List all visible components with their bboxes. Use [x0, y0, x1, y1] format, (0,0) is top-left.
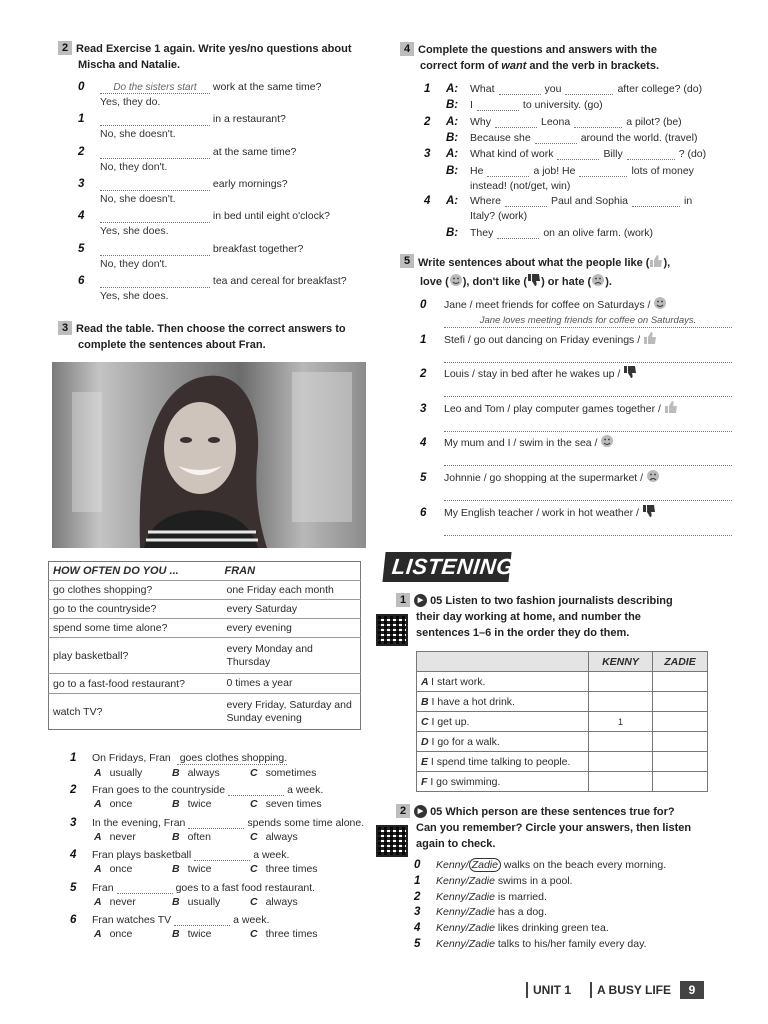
table-header-fran: FRAN — [224, 565, 256, 577]
answer-blank[interactable] — [499, 83, 541, 95]
row-letter: E — [421, 755, 431, 768]
item-number: 4 — [414, 922, 421, 935]
dialogue-line: B: They on an olive farm. (work) — [446, 227, 654, 239]
answer-blank[interactable] — [117, 882, 173, 894]
column-kenny: KENNY — [589, 652, 653, 672]
exercise-number: 2 — [396, 804, 410, 818]
short-answer: No, she doesn't. — [100, 192, 176, 205]
sentence-end: a week. — [253, 849, 290, 862]
prompt-text: Louis / stay in bed after he wakes up / — [444, 368, 624, 381]
frequency-cell: every evening — [221, 619, 361, 638]
option-c[interactable]: C three times — [250, 863, 318, 876]
answer-blank[interactable] — [100, 114, 210, 126]
choice-kenny[interactable]: Kenny/ — [436, 890, 469, 903]
option-b[interactable]: B often — [172, 830, 211, 843]
exercise-3-instructions: 3 Read the table. Then choose the correct answers to complete the sentences about Fran. — [58, 321, 368, 353]
option-a[interactable]: A once — [94, 928, 133, 940]
multiple-choice-item — [70, 784, 370, 810]
answer-options — [70, 928, 370, 940]
speaker-label: A: — [446, 83, 459, 95]
answer-line[interactable] — [444, 523, 732, 536]
kenny-cell[interactable] — [589, 732, 653, 752]
footer-title: A BUSY LIFE — [590, 982, 671, 998]
dialogue-line: B: I to university. (go) — [446, 99, 603, 111]
statement-text: has a dog. — [494, 906, 547, 919]
prompt-text: My English teacher / work in hot weather / — [444, 506, 642, 519]
circle-choice-item — [414, 859, 724, 871]
activity-cell: spend some time alone? — [49, 619, 221, 638]
question-ending: early mornings? — [210, 177, 288, 190]
frequency-cell: every Friday, Saturday and Sunday evening — [221, 694, 361, 730]
sentence-item — [420, 365, 720, 397]
option-c[interactable]: C sometimes — [250, 767, 317, 779]
audio-track-icon[interactable]: ▶ — [414, 805, 427, 818]
column-zadie: ZADIE — [652, 652, 707, 672]
answer-blank[interactable] — [100, 179, 210, 191]
item-number: 3 — [78, 177, 85, 190]
option-c[interactable]: C always — [250, 895, 298, 908]
choice-zadie[interactable]: Zadie — [468, 938, 495, 950]
question-ending: breakfast together? — [210, 242, 304, 255]
item-number: 3 — [70, 816, 77, 829]
answer-blank[interactable] — [228, 784, 284, 796]
table-row — [49, 674, 361, 694]
answer-line[interactable]: Jane loves meeting friends for coffee on Saturdays. — [444, 315, 732, 328]
circle-choice-item — [414, 938, 724, 950]
fran-frequency-table — [48, 561, 361, 730]
option-b[interactable]: B twice — [172, 798, 212, 811]
kenny-zadie-table — [416, 651, 708, 792]
kenny-cell[interactable] — [589, 672, 653, 692]
short-answer: No, they don't. — [100, 257, 168, 270]
zadie-cell[interactable] — [652, 772, 707, 792]
option-b[interactable]: B twice — [172, 863, 212, 876]
item-number: 5 — [70, 881, 77, 894]
table-row — [417, 732, 708, 752]
sentence-start: On Fridays, Fran — [92, 752, 171, 764]
love-icon — [449, 273, 463, 292]
choice-zadie[interactable]: Zadie — [469, 858, 501, 872]
multiple-choice-item — [70, 752, 370, 779]
choice-zadie[interactable]: Zadie — [468, 906, 495, 919]
item-number: 3 — [420, 402, 427, 415]
audio-track-icon[interactable]: ▶ — [414, 594, 427, 607]
row-letter: F — [421, 775, 431, 788]
row-letter: C — [421, 715, 432, 728]
prompt-text: My mum and I / swim in the sea / — [444, 437, 601, 450]
zadie-cell[interactable] — [652, 692, 707, 712]
question-ending: at the same time? — [210, 145, 297, 158]
question-item — [78, 177, 368, 205]
choice-kenny[interactable]: Kenny/ — [436, 938, 469, 950]
answer-blank[interactable]: Do the sisters start — [100, 82, 210, 94]
table-row — [49, 600, 361, 619]
answer-blank[interactable] — [627, 148, 675, 160]
activity-cell: watch TV? — [49, 694, 221, 730]
sentence-start: In the evening, Fran — [92, 816, 186, 829]
item-number: 1 — [420, 333, 427, 346]
item-number: 5 — [78, 242, 85, 255]
hate-icon — [591, 273, 605, 292]
zadie-cell[interactable] — [652, 712, 707, 732]
item-number: 3 — [424, 148, 431, 160]
sentence-end: goes to a fast food restaurant. — [175, 881, 316, 894]
exercise-number: 5 — [400, 254, 414, 268]
option-b[interactable]: B twice — [172, 928, 212, 940]
answer-blank[interactable] — [557, 148, 599, 160]
choice-zadie[interactable]: Zadie — [468, 922, 495, 935]
item-number: 2 — [414, 890, 421, 903]
question-ending: in bed until eight o'clock? — [210, 210, 330, 223]
dislike-icon — [623, 365, 637, 382]
item-number: 2 — [424, 116, 431, 128]
exercise-4-instructions: 4 Complete the questions and answers with the correct form of want and the verb in brackets. — [400, 42, 720, 74]
prompt-text: Leo and Tom / play computer games together / — [444, 402, 664, 415]
table-row — [49, 694, 361, 730]
question-item — [78, 274, 368, 302]
sentence-cell: D I go for a walk. — [417, 732, 589, 752]
dialogue-line: 2 A: Why Leona a pilot? (be) — [424, 116, 682, 128]
activity-cell: go clothes shopping? — [49, 581, 221, 600]
footer-unit: UNIT 1 — [526, 982, 571, 998]
question-item — [78, 112, 368, 140]
choice-kenny[interactable]: Kenny/ — [436, 874, 469, 887]
sentence-end: a week. — [233, 914, 270, 926]
table-row — [417, 672, 708, 692]
answer-blank[interactable] — [535, 132, 577, 144]
prompt-text: Stefi / go out dancing on Friday evenings / — [444, 333, 644, 346]
sentence-cell: E I spend time talking to people. — [417, 752, 589, 772]
table-row — [417, 712, 708, 732]
kenny-cell[interactable] — [589, 692, 653, 712]
sentence-cell: A I start work. — [417, 672, 589, 692]
sentence-item — [420, 400, 720, 432]
zadie-cell[interactable] — [652, 672, 707, 692]
dialogue-line: instead! (not/get, win) — [470, 180, 571, 192]
like-icon — [664, 400, 678, 417]
sentence-item — [420, 296, 720, 328]
item-number: 1 — [424, 83, 431, 95]
answer-blank[interactable] — [495, 116, 537, 128]
answer-blank[interactable] — [487, 165, 529, 177]
question-item — [78, 242, 368, 270]
prompt-text: Johnnie / go shopping at the supermarket / — [444, 472, 646, 484]
answer-blank[interactable] — [574, 116, 622, 128]
speaker-label: B: — [446, 132, 459, 144]
choice-kenny[interactable]: Kenny/ — [436, 859, 469, 871]
sentence-cell: B I have a hot drink. — [417, 692, 589, 712]
option-a[interactable]: A once — [94, 798, 133, 811]
exercise-5-instructions: 5 Write sentences about what the people like ( ), love ( ), don't like ( ) or hate ( ). — [400, 254, 730, 292]
sentence-cell: C I get up. — [417, 712, 589, 732]
speaker-label: B: — [446, 165, 459, 177]
kenny-cell[interactable] — [589, 772, 653, 792]
sentence-item — [420, 434, 720, 466]
sentence-filled: goes clothes shopping. — [176, 752, 288, 764]
choice-kenny[interactable]: Kenny/ — [436, 922, 469, 935]
dialogue-line: Italy? (work) — [470, 210, 528, 222]
dialogue-line: B: He a job! He lots of money — [446, 165, 694, 177]
item-number: 4 — [424, 195, 431, 207]
question-ending: tea and cereal for breakfast? — [210, 274, 347, 287]
kenny-cell[interactable]: 1 — [589, 712, 653, 732]
answer-blank[interactable] — [194, 849, 250, 861]
option-c[interactable]: C three times — [250, 928, 318, 940]
page-number: 9 — [680, 981, 704, 999]
sentence-start: Fran — [92, 881, 114, 894]
circle-choice-item — [414, 875, 724, 887]
answer-blank[interactable] — [100, 276, 210, 288]
item-number: 0 — [78, 81, 85, 93]
exercise-number: 3 — [58, 321, 72, 335]
sentence-item — [420, 469, 720, 501]
option-b[interactable]: B always — [172, 767, 220, 779]
fran-photo — [52, 362, 366, 548]
speaker-label: B: — [446, 99, 459, 111]
qr-code-icon[interactable] — [376, 614, 408, 646]
item-number: 6 — [70, 914, 77, 926]
exercise-2-instructions: 2 Read Exercise 1 again. Write yes/no questions about Mischa and Natalie. — [58, 41, 368, 73]
answer-options — [70, 767, 370, 779]
item-number: 3 — [414, 906, 421, 919]
dialogue-line: 1 A: What you after college? (do) — [424, 83, 703, 95]
item-number: 2 — [78, 145, 85, 158]
question-item — [78, 145, 368, 173]
item-number: 4 — [78, 210, 85, 223]
item-number: 2 — [420, 368, 427, 381]
activity-cell: play basketball? — [49, 638, 221, 674]
table-row — [49, 619, 361, 638]
zadie-cell[interactable] — [652, 752, 707, 772]
item-number: 4 — [70, 849, 77, 862]
dialogue-line: B: Because she around the world. (travel) — [446, 132, 698, 144]
answer-blank[interactable] — [565, 83, 613, 95]
frequency-cell: 0 times a year — [221, 674, 361, 694]
sentence-start: Fran watches TV — [92, 914, 172, 926]
answer-blank[interactable] — [505, 195, 547, 207]
listening-exercise-1-instructions: 1 ▶ 05 Listen to two fashion journalists describing their day working at home, and number the sentences 1–6 in the order they do them. — [396, 593, 726, 641]
answer-line[interactable] — [444, 384, 732, 397]
statement-text: talks to his/her family every day. — [494, 938, 647, 950]
option-a[interactable]: A once — [94, 863, 133, 876]
item-number: 6 — [420, 506, 427, 519]
prompt-text: Jane / meet friends for coffee on Saturdays / — [444, 299, 654, 311]
statement-text: walks on the beach every morning. — [500, 859, 667, 871]
activity-cell: go to a fast-food restaurant? — [49, 674, 221, 694]
like-icon — [643, 331, 657, 348]
sentence-item — [420, 504, 720, 536]
dialogue-line: 4 A: Where Paul and Sophia in — [424, 195, 693, 207]
answer-blank[interactable] — [579, 165, 627, 177]
item-number: 0 — [420, 299, 427, 311]
exercise-number: 2 — [58, 41, 72, 55]
table-row — [49, 581, 361, 600]
circle-choice-item — [414, 922, 724, 934]
multiple-choice-item — [70, 914, 370, 940]
table-row — [417, 772, 708, 792]
frequency-cell: every Saturday — [221, 600, 361, 619]
statement-text: swims in a pool. — [494, 874, 573, 887]
row-letter: D — [421, 735, 432, 748]
dislike-icon — [527, 273, 541, 292]
sentence-end: a week. — [287, 784, 324, 797]
answer-line[interactable] — [444, 350, 732, 363]
frequency-cell: every Monday and Thursday — [221, 638, 361, 674]
item-number: 6 — [78, 274, 85, 287]
item-number: 5 — [420, 472, 427, 484]
question-ending: work at the same time? — [210, 81, 322, 93]
choice-zadie[interactable]: Zadie — [468, 874, 495, 887]
question-ending: in a restaurant? — [210, 113, 286, 126]
answer-blank[interactable] — [100, 244, 210, 256]
listening-banner: LISTENING — [382, 552, 511, 582]
statement-text: likes drinking green tea. — [494, 922, 609, 935]
smiling-woman-image — [52, 362, 366, 548]
multiple-choice-item — [70, 882, 370, 908]
answer-options — [70, 863, 370, 875]
love-icon — [600, 434, 614, 451]
answer-line[interactable] — [444, 453, 732, 466]
table-row — [417, 692, 708, 712]
frequency-cell: one Friday each month — [221, 581, 361, 600]
hate-icon — [646, 469, 660, 486]
answer-line[interactable] — [444, 488, 732, 501]
answer-options — [70, 831, 370, 843]
option-c[interactable]: C seven times — [250, 798, 322, 811]
item-number: 1 — [78, 113, 85, 126]
answer-blank[interactable] — [100, 147, 210, 159]
answer-line[interactable] — [444, 419, 732, 432]
short-answer: No, they don't. — [100, 160, 168, 173]
exercise-number: 1 — [396, 593, 410, 607]
question-item — [78, 209, 368, 237]
circle-choice-item — [414, 906, 724, 918]
sentence-item — [420, 331, 720, 363]
short-answer: No, she doesn't. — [100, 128, 176, 141]
item-number: 1 — [70, 752, 77, 764]
sentence-end: spends some time alone. — [247, 816, 365, 829]
answer-options — [70, 798, 370, 810]
table-row — [49, 638, 361, 674]
option-c[interactable]: C always — [250, 830, 298, 843]
table-row — [417, 752, 708, 772]
item-number: 5 — [414, 938, 421, 950]
short-answer: Yes, they do. — [100, 96, 161, 108]
multiple-choice-item — [70, 817, 370, 843]
row-letter: B — [421, 695, 432, 708]
option-a[interactable]: A never — [94, 895, 136, 908]
choice-kenny[interactable]: Kenny/ — [436, 906, 469, 919]
answer-blank[interactable] — [188, 817, 244, 829]
item-number: 1 — [414, 874, 421, 887]
multiple-choice-item — [70, 849, 370, 875]
dialogue-line: 3 A: What kind of work Billy ? (do) — [424, 148, 707, 160]
item-number: 2 — [70, 784, 77, 797]
answer-blank[interactable] — [100, 211, 210, 223]
statement-text: is married. — [494, 890, 547, 903]
question-item — [78, 80, 368, 108]
dislike-icon — [642, 504, 656, 521]
sentence-start: Fran plays basketball — [92, 849, 192, 862]
love-icon — [653, 296, 667, 313]
answer-blank[interactable] — [497, 227, 539, 239]
listening-exercise-2-instructions: 2 ▶ 05 Which person are these sentences true for? Can you remember? Circle your answers, then listen again to check. — [396, 804, 726, 852]
zadie-cell[interactable] — [652, 732, 707, 752]
item-number: 4 — [420, 437, 427, 450]
speaker-label: A: — [446, 116, 459, 128]
answer-options — [70, 896, 370, 908]
option-b[interactable]: B usually — [172, 895, 221, 908]
row-letter: A — [421, 675, 432, 688]
kenny-cell[interactable] — [589, 752, 653, 772]
speaker-label: B: — [446, 227, 459, 239]
short-answer: Yes, she does. — [100, 289, 169, 302]
choice-zadie[interactable]: Zadie — [468, 890, 495, 903]
circle-choice-item — [414, 891, 724, 903]
item-number: 0 — [414, 859, 421, 871]
activity-cell: go to the countryside? — [49, 600, 221, 619]
speaker-label: A: — [446, 195, 459, 207]
speaker-label: A: — [446, 148, 459, 160]
like-icon — [649, 254, 663, 273]
answer-blank[interactable] — [477, 99, 519, 111]
sentence-start: Fran goes to the countryside — [92, 784, 226, 797]
option-a[interactable]: A usually — [94, 767, 143, 779]
answer-blank[interactable] — [632, 195, 680, 207]
exercise-number: 4 — [400, 42, 414, 56]
short-answer: Yes, she does. — [100, 225, 169, 238]
table-header-how-often: HOW OFTEN DO YOU ... — [53, 565, 179, 577]
option-a[interactable]: A never — [94, 830, 136, 843]
sentence-cell: F I go swimming. — [417, 772, 589, 792]
qr-code-icon[interactable] — [376, 825, 408, 857]
answer-blank[interactable] — [174, 914, 230, 926]
